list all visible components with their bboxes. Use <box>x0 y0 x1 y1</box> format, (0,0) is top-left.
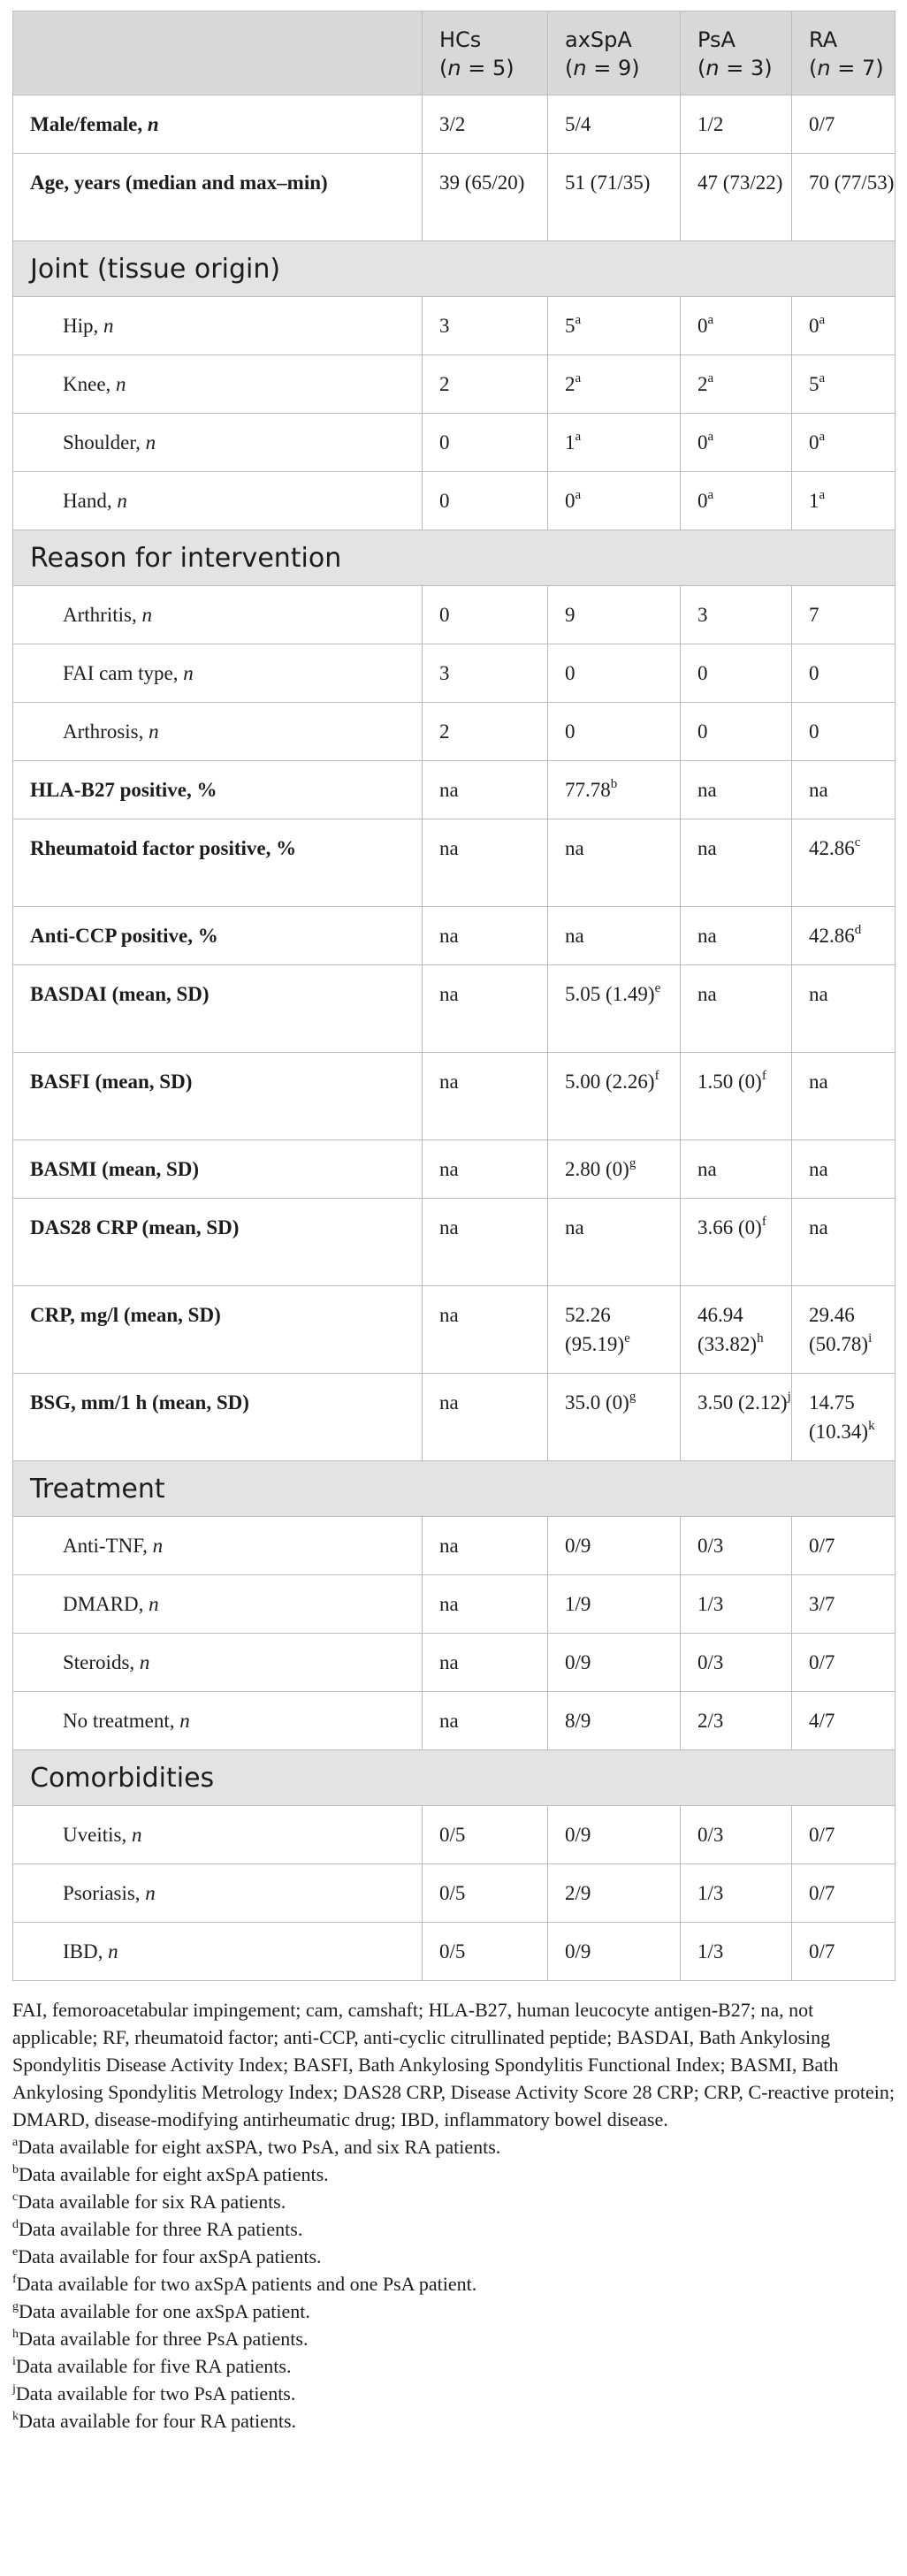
cell-ra: na <box>792 1053 896 1140</box>
characteristics-table <box>12 11 896 1981</box>
cell-ra: na <box>792 1199 896 1286</box>
row-hip <box>13 297 896 355</box>
cell-hcs: na <box>423 1140 548 1199</box>
row-label: Arthritis, n <box>13 586 423 644</box>
cell-hcs: na <box>423 965 548 1053</box>
cell-ra: 14.75 $(10.34)^k$ <box>792 1374 896 1461</box>
row-label: HLA-B27 positive, % <box>13 761 423 819</box>
row-label: Age, years (median and max–min) <box>13 154 423 241</box>
cell-hcs: na <box>423 1053 548 1140</box>
footnote: $^k$Data available for four RA patients. <box>12 2410 297 2432</box>
cell-hcs: 0 <box>423 472 548 530</box>
cell-axspa: 35.0 $(0)^g$ <box>548 1374 681 1461</box>
cell-hcs: 2 <box>423 703 548 761</box>
cell-psa: na <box>681 761 792 819</box>
cell-psa: na <box>681 907 792 965</box>
cell-axspa: 77.78$^b$ <box>548 761 681 819</box>
section-title: Joint (tissue origin) <box>13 241 896 297</box>
footnote: $^d$Data available for three RA patients. <box>12 2218 303 2240</box>
row-knee <box>13 355 896 414</box>
footnote: $^j$Data available for two PsA patients. <box>12 2382 296 2405</box>
table-header <box>13 11 896 95</box>
cell-psa: 0$^a$ <box>681 297 792 355</box>
row-fai <box>13 644 896 703</box>
header-blank-cell <box>13 11 423 95</box>
row-steroids <box>13 1634 896 1692</box>
cell-hcs: 0/5 <box>423 1923 548 1981</box>
cell-ra: 1$^a$ <box>792 472 896 530</box>
cell-hcs: 3/2 <box>423 95 548 154</box>
cell-hcs: 3 <box>423 297 548 355</box>
cell-psa: 1/3 <box>681 1864 792 1923</box>
section-title: Comorbidities <box>13 1750 896 1806</box>
cell-psa: 3.50 $(2.12)^j$ <box>681 1374 792 1461</box>
cell-ra: na <box>792 761 896 819</box>
cell-ra: 3/7 <box>792 1575 896 1634</box>
cell-ra: 0 <box>792 644 896 703</box>
cell-psa: 0$^a$ <box>681 472 792 530</box>
cell-hcs: 2 <box>423 355 548 414</box>
row-uveitis <box>13 1806 896 1864</box>
cell-axspa: 1$^a$ <box>548 414 681 472</box>
cell-hcs: na <box>423 907 548 965</box>
row-label: Male/female, n <box>13 95 423 154</box>
cell-axspa: 2/9 <box>548 1864 681 1923</box>
row-bsg <box>13 1374 896 1461</box>
abbreviations-note: FAI, femoroacetabular impingement; cam, camshaft; HLA-B27, human leucocyte antigen-B27; na, not applicable; RF, rheumatoid factor; anti-CCP, anti-cyclic citrullinated peptide; BASDAI, Bath Ankylosing Spondylitis Disease Activity Index; BASFI, Bath Ankylosing Spondylitis Functional Index; BASMI, Bath Ankylosing Spondylitis Metrology Index; DAS28 CRP, Disease Activity Score 28 CRP; CRP, C-reactive protein; DMARD, disease-modifying antirheumatic drug; IBD, inflammatory bowel disease. <box>12 1999 895 2130</box>
row-label: Hip, n <box>13 297 423 355</box>
cell-axspa: 0/9 <box>548 1806 681 1864</box>
row-label: FAI cam type, n <box>13 644 423 703</box>
row-crp <box>13 1286 896 1374</box>
cell-hcs: na <box>423 1286 548 1374</box>
cell-axspa: 5.05 $(1.49)^e$ <box>548 965 681 1053</box>
cell-ra: 7 <box>792 586 896 644</box>
cell-axspa: 52.26 $(95.19)^e$ <box>548 1286 681 1374</box>
cell-axspa: 8/9 <box>548 1692 681 1750</box>
cell-ra: 0/7 <box>792 1923 896 1981</box>
row-label: Anti-TNF, n <box>13 1517 423 1575</box>
cell-psa: 46.94 $(33.82)^h$ <box>681 1286 792 1374</box>
cell-ra: 0/7 <box>792 1864 896 1923</box>
row-label: Rheumatoid factor positive, % <box>13 819 423 907</box>
row-label: BASDAI (mean, SD) <box>13 965 423 1053</box>
cell-hcs: na <box>423 1575 548 1634</box>
cell-ra: 0/7 <box>792 95 896 154</box>
row-label: BASMI (mean, SD) <box>13 1140 423 1199</box>
header-ra: RA (n = 7) <box>792 11 896 95</box>
row-hand <box>13 472 896 530</box>
section-reason <box>13 530 896 586</box>
row-label: Shoulder, n <box>13 414 423 472</box>
row-label: BASFI (mean, SD) <box>13 1053 423 1140</box>
header-row <box>13 11 896 95</box>
footnote: $^e$Data available for four axSpA patients. <box>12 2245 322 2267</box>
cell-hcs: na <box>423 1374 548 1461</box>
cell-psa: 1/3 <box>681 1923 792 1981</box>
row-label: Steroids, n <box>13 1634 423 1692</box>
cell-axspa: 0/9 <box>548 1517 681 1575</box>
row-label: BSG, mm/1 h (mean, SD) <box>13 1374 423 1461</box>
header-psa: PsA (n = 3) <box>681 11 792 95</box>
row-sex <box>13 95 896 154</box>
cell-axspa: 2.80 $(0)^g$ <box>548 1140 681 1199</box>
row-label: IBD, n <box>13 1923 423 1981</box>
row-hla-b27 <box>13 761 896 819</box>
row-no-treatment <box>13 1692 896 1750</box>
cell-axspa: na <box>548 1199 681 1286</box>
row-rheumatoid-factor <box>13 819 896 907</box>
row-label: Knee, n <box>13 355 423 414</box>
cell-psa: 3 <box>681 586 792 644</box>
cell-ra: 4/7 <box>792 1692 896 1750</box>
cell-hcs: na <box>423 1199 548 1286</box>
cell-ra: 0/7 <box>792 1634 896 1692</box>
cell-ra: 70 (77/53) <box>792 154 896 241</box>
cell-hcs: na <box>423 1692 548 1750</box>
cell-ra: 42.86$^c$ <box>792 819 896 907</box>
cell-ra: 5$^a$ <box>792 355 896 414</box>
cell-hcs: 3 <box>423 644 548 703</box>
cell-psa: 0 <box>681 703 792 761</box>
cell-hcs: 39 (65/20) <box>423 154 548 241</box>
cell-psa: 0/3 <box>681 1517 792 1575</box>
table-document <box>12 11 895 2435</box>
cell-hcs: na <box>423 819 548 907</box>
row-shoulder <box>13 414 896 472</box>
row-das28 <box>13 1199 896 1286</box>
footnote: $^i$Data available for five RA patients. <box>12 2355 292 2377</box>
cell-axspa: 9 <box>548 586 681 644</box>
cell-axspa: 5.00 $(2.26)^f$ <box>548 1053 681 1140</box>
cell-psa: 2/3 <box>681 1692 792 1750</box>
cell-psa: na <box>681 965 792 1053</box>
footnote: $^g$Data available for one axSpA patient. <box>12 2300 310 2322</box>
cell-psa: 0/3 <box>681 1806 792 1864</box>
row-basfi <box>13 1053 896 1140</box>
cell-psa: 0 <box>681 644 792 703</box>
section-treatment <box>13 1461 896 1517</box>
row-arthritis <box>13 586 896 644</box>
cell-hcs: 0/5 <box>423 1864 548 1923</box>
footnote: $^f$Data available for two axSpA patients and one PsA patient. <box>12 2273 477 2295</box>
cell-axspa: 5$^a$ <box>548 297 681 355</box>
cell-axspa: 0/9 <box>548 1634 681 1692</box>
cell-psa: 47 (73/22) <box>681 154 792 241</box>
cell-psa: 1.50 $(0)^f$ <box>681 1053 792 1140</box>
footnote: $^b$Data available for eight axSpA patients. <box>12 2163 329 2185</box>
row-basmi <box>13 1140 896 1199</box>
cell-psa: 1/2 <box>681 95 792 154</box>
header-axspa: axSpA (n = 9) <box>548 11 681 95</box>
section-title: Reason for intervention <box>13 530 896 586</box>
cell-hcs: 0/5 <box>423 1806 548 1864</box>
cell-ra: 0/7 <box>792 1517 896 1575</box>
row-ibd <box>13 1923 896 1981</box>
header-hcs: HCs (n = 5) <box>423 11 548 95</box>
section-joint <box>13 241 896 297</box>
cell-ra: 0$^a$ <box>792 297 896 355</box>
cell-axspa: 51 (71/35) <box>548 154 681 241</box>
row-age <box>13 154 896 241</box>
cell-psa: 2$^a$ <box>681 355 792 414</box>
row-psoriasis <box>13 1864 896 1923</box>
cell-hcs: 0 <box>423 586 548 644</box>
cell-ra: na <box>792 965 896 1053</box>
cell-ra: na <box>792 1140 896 1199</box>
row-anti-ccp <box>13 907 896 965</box>
row-label: Arthrosis, n <box>13 703 423 761</box>
section-title: Treatment <box>13 1461 896 1517</box>
cell-ra: 29.46 $(50.78)^i$ <box>792 1286 896 1374</box>
row-label: DAS28 CRP (mean, SD) <box>13 1199 423 1286</box>
cell-psa: na <box>681 1140 792 1199</box>
cell-axspa: 0 <box>548 703 681 761</box>
cell-psa: 0/3 <box>681 1634 792 1692</box>
cell-ra: 42.86$^d$ <box>792 907 896 965</box>
row-label: DMARD, n <box>13 1575 423 1634</box>
cell-psa: 3.66 $(0)^f$ <box>681 1199 792 1286</box>
footnote: $^h$Data available for three PsA patients. <box>12 2328 309 2350</box>
cell-hcs: na <box>423 1517 548 1575</box>
cell-axspa: 1/9 <box>548 1575 681 1634</box>
table-notes <box>12 1996 895 2435</box>
footnote: $^c$Data available for six RA patients. <box>12 2191 286 2213</box>
row-label: No treatment, n <box>13 1692 423 1750</box>
cell-hcs: na <box>423 761 548 819</box>
row-label: Hand, n <box>13 472 423 530</box>
cell-axspa: na <box>548 819 681 907</box>
row-basdai <box>13 965 896 1053</box>
row-label: Uveitis, n <box>13 1806 423 1864</box>
row-dmard <box>13 1575 896 1634</box>
row-arthrosis <box>13 703 896 761</box>
cell-hcs: na <box>423 1634 548 1692</box>
cell-psa: 1/3 <box>681 1575 792 1634</box>
cell-psa: 0$^a$ <box>681 414 792 472</box>
footnote: $^a$Data available for eight axSPA, two PsA, and six RA patients. <box>12 2136 501 2158</box>
cell-axspa: na <box>548 907 681 965</box>
row-label: CRP, mg/l (mean, SD) <box>13 1286 423 1374</box>
cell-ra: 0 <box>792 703 896 761</box>
cell-axspa: 2$^a$ <box>548 355 681 414</box>
cell-axspa: 0$^a$ <box>548 472 681 530</box>
cell-axspa: 0/9 <box>548 1923 681 1981</box>
cell-psa: na <box>681 819 792 907</box>
cell-ra: 0/7 <box>792 1806 896 1864</box>
cell-hcs: 0 <box>423 414 548 472</box>
row-anti-tnf <box>13 1517 896 1575</box>
cell-axspa: 0 <box>548 644 681 703</box>
section-comorbidities <box>13 1750 896 1806</box>
cell-axspa: 5/4 <box>548 95 681 154</box>
row-label: Psoriasis, n <box>13 1864 423 1923</box>
cell-ra: 0$^a$ <box>792 414 896 472</box>
row-label: Anti-CCP positive, % <box>13 907 423 965</box>
